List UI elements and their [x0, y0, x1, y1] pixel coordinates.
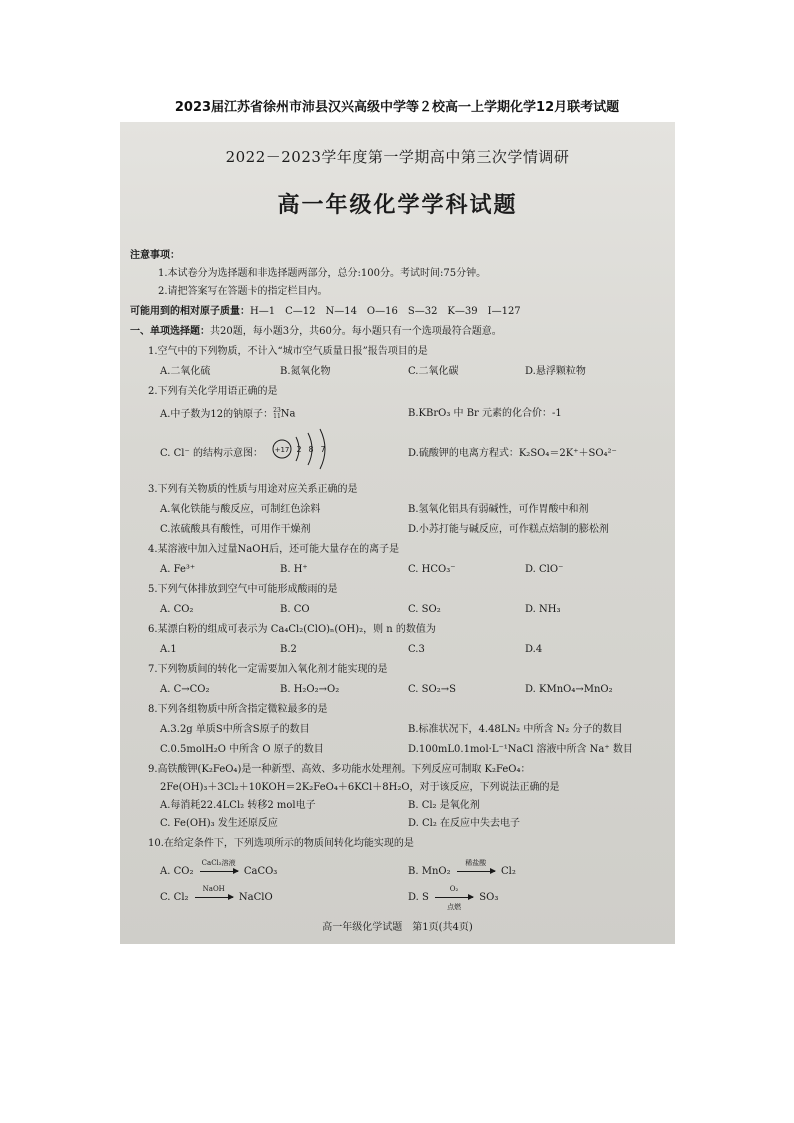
question-9-stem: 9.高铁酸钾(K₂FeO₄)是一种新型、高效、多功能水处理剂。下列反应可制取 K₂FeO₄： — [148, 764, 531, 775]
question-6-stem: 6.某漂白粉的组成可表示为 Ca₄Cl₂(ClO)ₙ(OH)₂，则 n 的数值为 — [148, 624, 436, 635]
product: Cl₂ — [500, 866, 516, 877]
question-8-option-b: B.标准状况下，4.48LN₂ 中所含 N₂ 分子的数目 — [408, 724, 623, 735]
question-2-option-d: D.硫酸钾的电离方程式：K₂SO₄＝2K⁺＋SO₄²⁻ — [408, 448, 617, 459]
document-title: 2023届江苏省徐州市沛县汉兴高级中学等２校高一上学期化学12月联考试题 — [174, 100, 620, 115]
question-10-option-b — [408, 859, 516, 878]
nucleus-charge: +17 — [274, 446, 290, 454]
question-5-option-a: A. CO₂ — [160, 604, 194, 615]
question-8-option-c: C.0.5molH₂O 中所含 O 原子的数目 — [160, 744, 324, 755]
survey-title: 2022－2023学年度第一学期高中第三次学情调研 — [225, 148, 570, 166]
question-1-option-c: C.二氧化碳 — [408, 366, 459, 377]
reaction-arrow — [200, 859, 238, 878]
question-5-option-c: C. SO₂ — [408, 604, 441, 615]
option-letter: D. — [408, 892, 419, 903]
question-10-option-d — [408, 885, 499, 911]
section-heading-line — [130, 326, 502, 338]
question-4-option-d: D. ClO⁻ — [525, 564, 564, 575]
note-2: 2.请把答案写在答题卡的指定栏目内。 — [158, 286, 328, 297]
atomic-masses-values: H—1 C—12 N—14 O—16 S—32 K—39 I—127 — [250, 306, 521, 317]
question-1-option-d: D.悬浮颗粒物 — [525, 366, 586, 377]
question-5-stem: 5.下列气体排放到空气中可能形成酸雨的是 — [148, 584, 338, 595]
question-3-option-d: D.小苏打能与碱反应，可作糕点焙制的膨松剂 — [408, 524, 609, 535]
atomic-masses — [130, 306, 521, 318]
option-letter: B. — [408, 866, 419, 877]
atomic-number: 11 — [273, 413, 281, 420]
question-6-option-c: C.3 — [408, 644, 425, 655]
question-7-option-c: C. SO₂→S — [408, 684, 456, 695]
question-6-option-d: D.4 — [525, 644, 543, 655]
question-1-stem: 1.空气中的下列物质，不计入“城市空气质量日报”报告项目的是 — [148, 346, 428, 357]
question-1-option-a: A.二氧化硫 — [160, 366, 211, 377]
arrow-condition: NaOH — [202, 885, 225, 893]
reaction-arrow — [457, 859, 495, 878]
question-9-equation: 2Fe(OH)₃＋3Cl₂＋10KOH＝2K₂FeO₄＋6KCl＋8H₂O，对于该反应，下列说法正确的是 — [160, 782, 560, 793]
shell-2-electrons: 8 — [308, 445, 314, 454]
subject-title: 高一年级化学学科试题 — [277, 193, 518, 218]
question-6-option-b: B.2 — [280, 644, 297, 655]
question-3-stem: 3.下列有关物质的性质与用途对应关系正确的是 — [148, 484, 358, 495]
question-7-option-b: B. H₂O₂→O₂ — [280, 684, 340, 695]
question-2-option-b: B.KBrO₃ 中 Br 元素的化合价：-1 — [408, 408, 562, 419]
question-4-stem: 4.某溶液中加入过量NaOH后，还可能大量存在的离子是 — [148, 544, 400, 555]
question-9-option-b: B. Cl₂ 是氧化剂 — [408, 800, 480, 811]
question-3-option-c: C.浓硫酸具有酸性，可用作干燥剂 — [160, 524, 311, 535]
question-7-option-a: A. C→CO₂ — [160, 684, 210, 695]
question-10-option-a — [160, 859, 278, 878]
question-9-option-a: A.每消耗22.4LCl₂ 转移2 mol电子 — [160, 800, 316, 811]
reactant: CO₂ — [173, 866, 194, 877]
product: CaCO₃ — [243, 866, 278, 877]
arrow-shaft — [200, 871, 238, 872]
reactant: Cl₂ — [173, 892, 189, 903]
question-2-option-a-text: A.中子数为12的钠原子： — [160, 408, 274, 420]
sodium-nuclide-notation — [273, 408, 295, 421]
question-8-option-d: D.100mL0.1mol·L⁻¹NaCl 溶液中所含 Na⁺ 数目 — [408, 744, 633, 755]
notes-heading: 注意事项： — [130, 250, 180, 261]
arrow-condition: CaCl₂溶液 — [201, 859, 236, 867]
question-7-option-d: D. KMnO₄→MnO₂ — [525, 684, 613, 695]
section-description: 共20题，每小题3分，共60分。每小题只有一个选项最符合题意。 — [210, 326, 502, 337]
reactant: S — [422, 892, 429, 903]
question-8-option-a: A.3.2g 单质S中所含S原子的数目 — [160, 724, 310, 735]
reaction-arrow — [435, 885, 473, 911]
chloride-structure-diagram — [270, 427, 340, 471]
section-heading: 一、单项选择题： — [130, 326, 210, 337]
question-5-option-d: D. NH₃ — [525, 604, 561, 615]
question-9-option-d: D. Cl₂ 在反应中失去电子 — [408, 818, 521, 829]
question-8-stem: 8.下列各组物质中所含指定微粒最多的是 — [148, 704, 328, 715]
reactant: MnO₂ — [421, 866, 451, 877]
question-5-option-b: B. CO — [280, 604, 310, 615]
note-1: 1.本试卷分为选择题和非选择题两部分，总分:100分。考试时间:75分钟。 — [158, 268, 487, 279]
product: SO₃ — [479, 892, 499, 903]
question-7-stem: 7.下列物质间的转化一定需要加入氧化剂才能实现的是 — [148, 664, 388, 675]
arrow-condition: O₂ — [449, 885, 459, 893]
exam-photo — [120, 122, 675, 944]
question-4-option-b: B. H⁺ — [280, 564, 308, 575]
product: NaClO — [238, 892, 273, 903]
atomic-masses-label: 可能用到的相对原子质量： — [130, 306, 250, 317]
reaction-arrow — [195, 885, 233, 904]
arrow-shaft — [195, 897, 233, 898]
arrow-condition: 稀盐酸 — [465, 859, 487, 867]
question-2-option-c-text: C. Cl⁻ 的结构示意图： — [160, 448, 263, 459]
question-2-option-a — [160, 408, 295, 421]
option-letter: C. — [160, 892, 171, 903]
shell-3-electrons: 7 — [320, 445, 326, 454]
question-2-stem: 2.下列有关化学用语正确的是 — [148, 386, 278, 397]
question-6-option-a: A.1 — [160, 644, 177, 655]
arrow-shaft — [457, 871, 495, 872]
question-10-option-c — [160, 885, 273, 904]
page-footer: 高一年级化学试题 第1页(共4页) — [322, 922, 473, 933]
question-2-option-c — [160, 448, 263, 460]
question-4-option-c: C. HCO₃⁻ — [408, 564, 456, 575]
element-symbol: Na — [280, 408, 296, 420]
question-10-stem: 10.在给定条件下，下列选项所示的物质间转化均能实现的是 — [148, 838, 414, 849]
arrow-shaft — [435, 897, 473, 898]
option-letter: A. — [160, 866, 171, 877]
question-3-option-a: A.氧化铁能与酸反应，可制红色涂料 — [160, 504, 321, 515]
question-3-option-b: B.氢氧化铝具有弱碱性，可作胃酸中和剂 — [408, 504, 589, 515]
question-9-option-c: C. Fe(OH)₃ 发生还原反应 — [160, 818, 278, 829]
question-4-option-a: A. Fe³⁺ — [160, 564, 196, 575]
question-1-option-b: B.氮氧化物 — [280, 366, 331, 377]
mass-number: 23 — [273, 407, 281, 414]
shell-1-electrons: 2 — [296, 445, 302, 454]
arrow-condition-below: 点燃 — [447, 903, 462, 911]
